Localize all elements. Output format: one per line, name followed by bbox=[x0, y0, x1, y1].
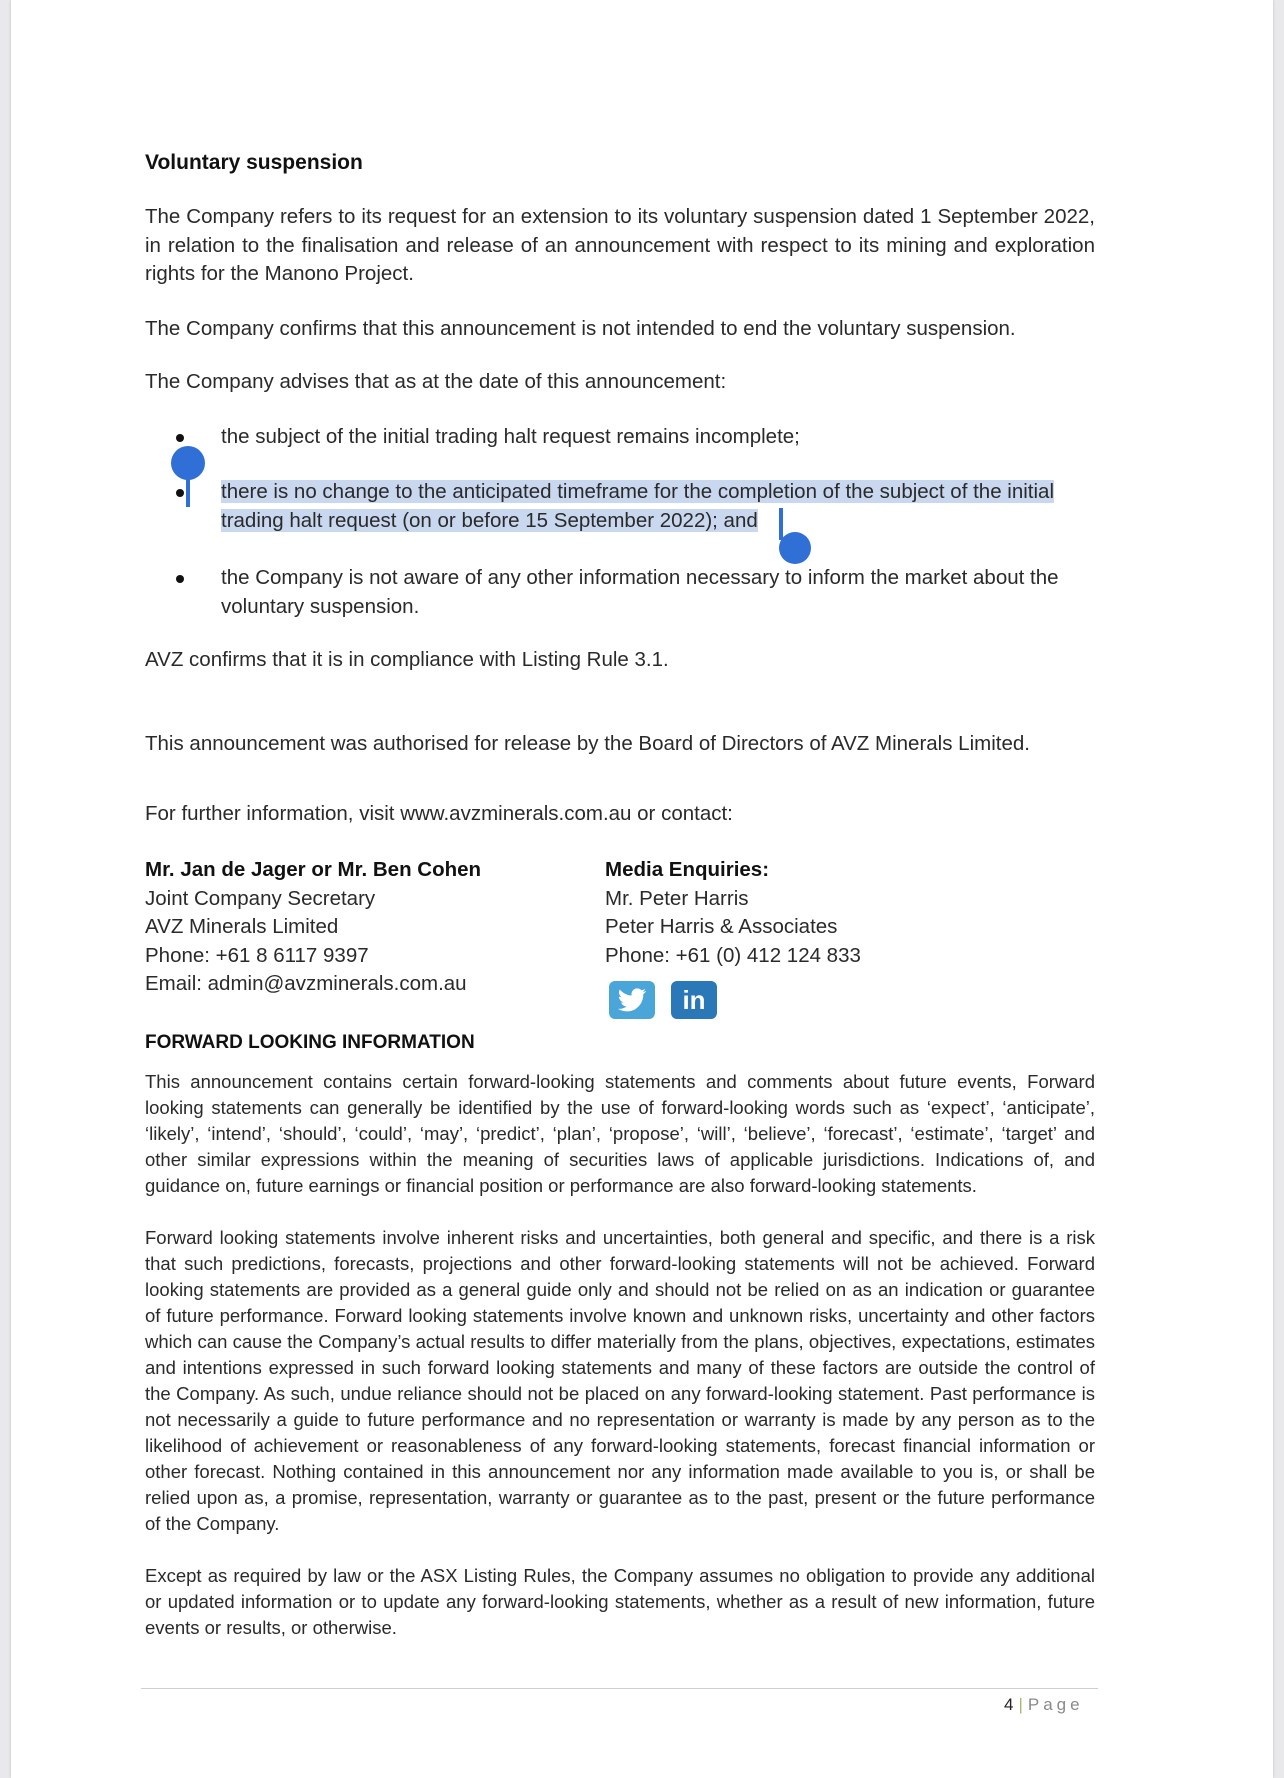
section-heading: Voluntary suspension bbox=[145, 151, 363, 174]
selection-start-caret bbox=[186, 470, 190, 507]
paragraph-further-info: For further information, visit www.avzminerals.com.au or contact: bbox=[145, 802, 733, 825]
page-label: Page bbox=[1027, 1695, 1084, 1714]
bullet-item: the subject of the initial trading halt request remains incomplete; bbox=[221, 425, 800, 448]
paragraph-authorised: This announcement was authorised for release by the Board of Directors of AVZ Minerals Limited. bbox=[145, 732, 1030, 755]
selection-end-handle[interactable] bbox=[779, 532, 811, 564]
forward-looking-para-2: Forward looking statements involve inherent risks and uncertainties, both general and specific, and there is a risk that such predictions, forecasts, projections and other forward-looking statements will not be achieved. Forward looking statements are provided as a general guide only and should not be relied on as an indication or guarantee of future performance. Forward looking statements involve known and unknown risks, uncertainty and other factors which can cause the Company’s actual results to differ materially from the plans, objectives, expectations, estimates and intentions expressed in such forward looking statements and many of these factors are outside the control of the Company. As such, undue reliance should not be placed on any forward-looking statement. Past performance is not necessarily a guide to future performance and no representation or warranty is made by any person as to the likelihood of achievement or reasonableness of any forward-looking statements, forecast financial information or other forecast. Nothing contained in this announcement nor any information made available to you is, or shall be relied upon as, a promise, representation, warranty or guarantee as to the past, present or the future performance of the Company. bbox=[145, 1227, 1095, 1534]
media-phone: Phone: +61 (0) 412 124 833 bbox=[605, 943, 861, 967]
contact-phone: Phone: +61 8 6117 9397 bbox=[145, 943, 369, 967]
contact-company-secretary bbox=[145, 856, 481, 999]
forward-looking-para-3: Except as required by law or the ASX Listing Rules, the Company assumes no obligation to provide any additional or updated information or to update any forward-looking statements, whether as a result of new information, future events or results, or otherwise. bbox=[145, 1565, 1095, 1638]
twitter-icon[interactable] bbox=[609, 981, 655, 1019]
page-number-value: 4 bbox=[1004, 1695, 1015, 1714]
selection-end-caret bbox=[779, 508, 783, 540]
bullet-dot bbox=[176, 489, 184, 497]
bullet-dot bbox=[176, 575, 184, 583]
page-number bbox=[1004, 1695, 1084, 1715]
contact-email: Email: admin@avzminerals.com.au bbox=[145, 972, 467, 995]
bullet-item: the Company is not aware of any other information necessary to inform the market about the voluntary suspension. bbox=[221, 566, 1059, 618]
paragraph-confirm: The Company confirms that this announcement is not intended to end the voluntary suspension. bbox=[145, 317, 1016, 340]
twitter-bird-glyph bbox=[617, 988, 647, 1012]
paragraph-advise: The Company advises that as at the date of this announcement: bbox=[145, 370, 727, 393]
contact-company: AVZ Minerals Limited bbox=[145, 915, 339, 938]
selected-line-2: trading halt request (on or before 15 September 2022); and bbox=[221, 508, 758, 532]
footer-rule bbox=[141, 1688, 1098, 1689]
forward-looking-para-1: This announcement contains certain forward-looking statements and comments about future events, Forward looking statements can generally be identified by the use of forward-looking words such as ‘expect’, ‘anticipate’, ‘likely’, ‘intend’, ‘should’, ‘could’, ‘may’, ‘predict’, ‘plan’, ‘propose’, ‘will’, ‘believe’, ‘forecast’, ‘estimate’, ‘target’ and other similar expressions within the meaning of securities laws of applicable jurisdictions. Indications of, and guidance on, future earnings or financial position or performance are also forward-looking statements. bbox=[145, 1071, 1095, 1196]
page-separator: | bbox=[1018, 1695, 1024, 1714]
bullet-dot bbox=[176, 434, 184, 442]
media-heading: Media Enquiries: bbox=[605, 858, 770, 881]
paragraph-compliance: AVZ confirms that it is in compliance with Listing Rule 3.1. bbox=[145, 648, 669, 671]
document-page bbox=[11, 0, 1273, 1778]
media-person: Mr. Peter Harris bbox=[605, 886, 749, 910]
media-company: Peter Harris & Associates bbox=[605, 915, 838, 938]
contact-media bbox=[605, 856, 861, 970]
contact-role: Joint Company Secretary bbox=[145, 886, 376, 910]
paragraph-request: The Company refers to its request for an extension to its voluntary suspension dated 1 September 2022, in relation to the finalisation and release of an announcement with respect to its mining and exploration rights for the Manono Project. bbox=[145, 205, 1095, 285]
linkedin-text: in bbox=[682, 984, 706, 1015]
forward-looking-heading: FORWARD LOOKING INFORMATION bbox=[145, 1032, 475, 1053]
bullet-item-selected[interactable] bbox=[221, 478, 1111, 535]
contact-name: Mr. Jan de Jager or Mr. Ben Cohen bbox=[145, 858, 482, 881]
linkedin-icon[interactable] bbox=[671, 981, 717, 1019]
selected-line-1: there is no change to the anticipated timeframe for the completion of the subject of the initial bbox=[221, 480, 1055, 503]
